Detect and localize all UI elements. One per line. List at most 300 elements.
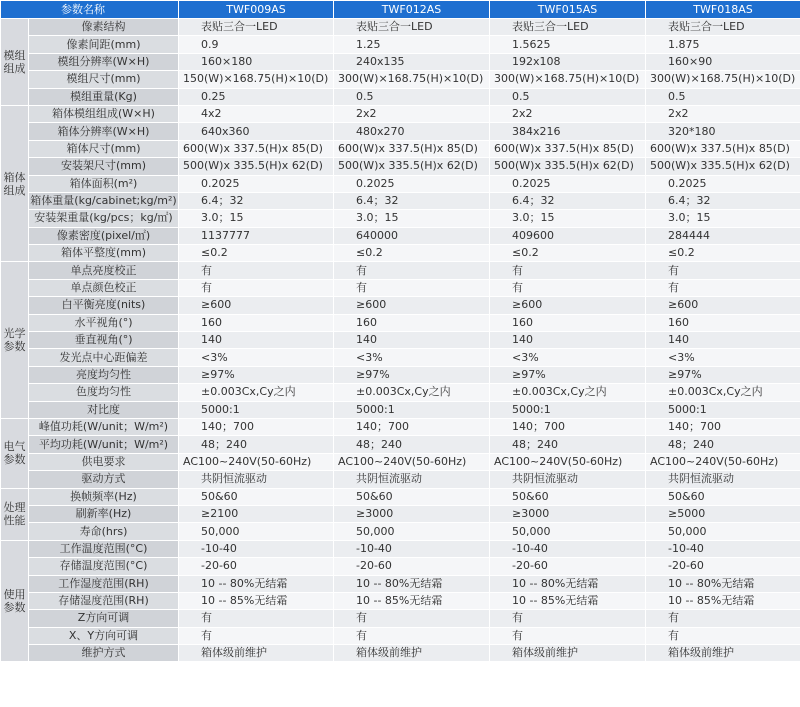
cell-value: [334, 262, 490, 279]
cell-value: [334, 279, 490, 296]
cell-value: [179, 105, 334, 122]
cell-text: 2x2: [356, 107, 377, 121]
row-label: 垂直视角(°): [29, 332, 179, 349]
cell-text: 160: [201, 315, 222, 329]
cell-text: 0.5: [356, 89, 374, 103]
cell-value: [646, 384, 800, 401]
cell-value: [334, 210, 490, 227]
row-label: 箱体面积(m²): [29, 175, 179, 192]
cell-value: [646, 332, 800, 349]
cell-value: [646, 627, 800, 644]
cell-text: 有: [356, 263, 367, 277]
cell-text: 50,000: [201, 524, 240, 538]
spec-row: [1, 645, 800, 662]
cell-value: [646, 505, 800, 522]
cell-text: 3.0；15: [356, 211, 399, 225]
cell-value: [490, 140, 646, 157]
cell-value: [646, 123, 800, 140]
cell-text: 140: [668, 333, 689, 347]
cell-value: [490, 158, 646, 175]
cell-text: 640x360: [201, 124, 250, 138]
cell-value: [179, 227, 334, 244]
cell-text: 表贴三合一LED: [668, 20, 745, 34]
cell-value: [179, 71, 334, 88]
cell-value: [646, 645, 800, 662]
cell-text: 5000:1: [668, 402, 707, 416]
cell-text: ≥97%: [668, 368, 702, 381]
group-label: 箱体组成: [1, 105, 29, 262]
row-label: Z方向可调: [29, 610, 179, 627]
cell-value: [334, 88, 490, 105]
cell-value: [179, 436, 334, 453]
cell-text: 284444: [668, 228, 710, 242]
cell-value: [179, 645, 334, 662]
row-label: 箱体分辨率(W×H): [29, 123, 179, 140]
row-label: 工作温度范围(°C): [29, 540, 179, 557]
cell-text: 240x135: [356, 54, 405, 68]
cell-value: [646, 610, 800, 627]
cell-text: 3.0；15: [201, 211, 244, 225]
cell-value: [490, 349, 646, 366]
cell-value: [490, 279, 646, 296]
spec-row: [1, 123, 800, 140]
cell-text: 50,000: [512, 524, 551, 538]
cell-text: 表贴三合一LED: [512, 20, 589, 34]
cell-text: 有: [512, 263, 523, 277]
header-row: [1, 1, 800, 19]
cell-text: AC100~240V(50-60Hz): [183, 454, 312, 468]
row-label: 模组分辨率(W×H): [29, 53, 179, 70]
cell-text: -20-60: [512, 559, 548, 573]
cell-text: 10 -- 85%无结霜: [356, 594, 443, 608]
cell-text: ≤0.2: [356, 246, 383, 260]
cell-value: [179, 53, 334, 70]
cell-value: [646, 19, 800, 36]
cell-value: [179, 592, 334, 609]
cell-text: 500(W)x 335.5(H)x 62(D): [494, 159, 634, 173]
cell-value: [334, 314, 490, 331]
cell-value: [334, 332, 490, 349]
cell-text: 箱体级前维护: [201, 646, 267, 660]
cell-value: [334, 488, 490, 505]
cell-text: 有: [201, 281, 212, 295]
cell-value: [490, 297, 646, 314]
cell-value: [646, 540, 800, 557]
cell-value: [646, 418, 800, 435]
cell-text: 有: [668, 281, 679, 295]
cell-text: 500(W)x 335.5(H)x 62(D): [183, 159, 323, 173]
cell-value: [490, 314, 646, 331]
cell-value: [179, 488, 334, 505]
cell-text: ≥3000: [356, 507, 394, 521]
header-model-4: TWF018AS: [646, 1, 800, 19]
cell-text: 600(W)x 337.5(H)x 85(D): [650, 141, 790, 155]
row-label: 存储湿度范围(RH): [29, 592, 179, 609]
cell-text: 0.2025: [512, 176, 551, 190]
cell-text: 300(W)×168.75(H)×10(D): [338, 72, 484, 86]
row-label: 模组尺寸(mm): [29, 71, 179, 88]
cell-value: [490, 123, 646, 140]
cell-value: [179, 453, 334, 470]
cell-value: [646, 88, 800, 105]
row-label: 单点亮度校正: [29, 262, 179, 279]
cell-text: -10-40: [201, 541, 237, 555]
cell-value: [646, 192, 800, 209]
cell-text: 409600: [512, 228, 554, 242]
cell-text: 0.5: [668, 89, 686, 103]
spec-row: [1, 227, 800, 244]
cell-text: 50,000: [668, 524, 707, 538]
spec-row: [1, 453, 800, 470]
row-label: X、Y方向可调: [29, 627, 179, 644]
cell-text: 140；700: [512, 420, 565, 434]
cell-value: [490, 558, 646, 575]
cell-text: 48；240: [201, 437, 247, 451]
cell-value: [334, 401, 490, 418]
cell-text: 箱体级前维护: [356, 646, 422, 660]
cell-value: [334, 297, 490, 314]
cell-text: 6.4；32: [668, 194, 711, 208]
cell-text: <3%: [356, 350, 383, 364]
row-label: 换帧频率(Hz): [29, 488, 179, 505]
cell-value: [334, 71, 490, 88]
cell-value: [334, 158, 490, 175]
row-label: 安装架尺寸(mm): [29, 158, 179, 175]
cell-value: [334, 105, 490, 122]
cell-text: 箱体级前维护: [668, 646, 734, 660]
cell-value: [490, 262, 646, 279]
cell-value: [490, 418, 646, 435]
cell-value: [490, 505, 646, 522]
cell-text: 160: [356, 315, 377, 329]
cell-value: [490, 488, 646, 505]
spec-row: [1, 488, 800, 505]
cell-value: [334, 592, 490, 609]
group-label: 模组组成: [1, 19, 29, 106]
cell-text: 4x2: [201, 107, 222, 121]
cell-text: 有: [201, 628, 212, 642]
row-label: 色度均匀性: [29, 384, 179, 401]
cell-value: [490, 401, 646, 418]
cell-value: [490, 453, 646, 470]
cell-text: 箱体级前维护: [512, 646, 578, 660]
cell-value: [334, 453, 490, 470]
cell-value: [334, 418, 490, 435]
cell-text: 10 -- 85%无结霜: [201, 594, 288, 608]
cell-value: [646, 140, 800, 157]
cell-text: 160×90: [668, 54, 713, 68]
spec-row: [1, 192, 800, 209]
cell-text: ≥97%: [512, 368, 546, 381]
cell-value: [179, 262, 334, 279]
cell-value: [334, 540, 490, 557]
row-label: 平均功耗(W/unit；W/m²): [29, 436, 179, 453]
cell-text: 10 -- 80%无结霜: [668, 576, 755, 590]
cell-value: [179, 349, 334, 366]
cell-text: 1137777: [201, 228, 250, 242]
cell-value: [646, 175, 800, 192]
cell-value: [179, 505, 334, 522]
cell-value: [490, 245, 646, 262]
row-label: 单点颜色校正: [29, 279, 179, 296]
cell-text: 10 -- 80%无结霜: [356, 576, 443, 590]
row-label: 像素间距(mm): [29, 36, 179, 53]
cell-text: 表贴三合一LED: [201, 20, 278, 34]
cell-text: <3%: [512, 350, 539, 364]
cell-value: [490, 436, 646, 453]
spec-row: [1, 349, 800, 366]
cell-text: 10 -- 80%无结霜: [512, 576, 599, 590]
cell-text: 有: [512, 281, 523, 295]
cell-value: [490, 366, 646, 383]
spec-row: [1, 105, 800, 122]
cell-value: [646, 53, 800, 70]
cell-text: 140: [356, 333, 377, 347]
cell-text: ≥2100: [201, 507, 239, 521]
cell-text: 共阴恒流驱动: [512, 472, 578, 486]
spec-row: [1, 158, 800, 175]
cell-text: 有: [356, 611, 367, 625]
cell-text: ±0.003Cx,Cy之内: [201, 385, 296, 399]
cell-value: [179, 575, 334, 592]
cell-value: [646, 471, 800, 488]
cell-value: [334, 349, 490, 366]
cell-value: [334, 471, 490, 488]
cell-text: 480x270: [356, 124, 405, 138]
cell-text: 6.4；32: [201, 194, 244, 208]
cell-value: [646, 436, 800, 453]
cell-text: 3.0；15: [668, 211, 711, 225]
cell-text: 600(W)x 337.5(H)x 85(D): [494, 141, 634, 155]
cell-text: ≤0.2: [668, 246, 695, 260]
spec-row: [1, 558, 800, 575]
spec-row: [1, 71, 800, 88]
cell-value: [334, 123, 490, 140]
cell-text: ≤0.2: [512, 246, 539, 260]
cell-value: [179, 314, 334, 331]
spec-row: [1, 245, 800, 262]
cell-text: 有: [356, 628, 367, 642]
cell-value: [646, 349, 800, 366]
cell-text: 160×180: [201, 54, 253, 68]
spec-row: [1, 19, 800, 36]
cell-value: [490, 332, 646, 349]
cell-text: 300(W)×168.75(H)×10(D): [650, 72, 796, 86]
cell-value: [646, 558, 800, 575]
spec-row: [1, 418, 800, 435]
cell-text: 50&60: [201, 489, 238, 503]
cell-value: [179, 210, 334, 227]
spec-row: [1, 314, 800, 331]
cell-value: [334, 227, 490, 244]
cell-text: ≥3000: [512, 507, 550, 521]
cell-value: [646, 575, 800, 592]
cell-text: ≥97%: [201, 368, 235, 381]
cell-value: [490, 88, 646, 105]
cell-value: [334, 575, 490, 592]
spec-row: [1, 262, 800, 279]
cell-text: 共阴恒流驱动: [356, 472, 422, 486]
cell-text: 有: [512, 611, 523, 625]
spec-row: [1, 332, 800, 349]
cell-text: 10 -- 80%无结霜: [201, 576, 288, 590]
cell-text: 0.2025: [201, 176, 240, 190]
spec-row: [1, 384, 800, 401]
cell-text: 160: [668, 315, 689, 329]
cell-value: [179, 471, 334, 488]
cell-value: [646, 366, 800, 383]
cell-value: [490, 227, 646, 244]
spec-row: [1, 175, 800, 192]
cell-value: [490, 471, 646, 488]
cell-value: [334, 523, 490, 540]
spec-row: [1, 210, 800, 227]
cell-value: [334, 645, 490, 662]
row-label: 安装架重量(kg/pcs；kg/㎡): [29, 210, 179, 227]
cell-text: 1.25: [356, 37, 381, 51]
cell-value: [179, 36, 334, 53]
cell-text: <3%: [201, 350, 228, 364]
row-label: 白平衡亮度(nits): [29, 297, 179, 314]
cell-text: -10-40: [512, 541, 548, 555]
cell-text: 48；240: [512, 437, 558, 451]
cell-value: [646, 314, 800, 331]
cell-value: [179, 558, 334, 575]
cell-text: 有: [201, 611, 212, 625]
cell-value: [179, 192, 334, 209]
cell-text: -20-60: [356, 559, 392, 573]
cell-text: 有: [668, 611, 679, 625]
cell-value: [490, 210, 646, 227]
spec-row: [1, 36, 800, 53]
cell-text: -10-40: [668, 541, 704, 555]
spec-row: [1, 540, 800, 557]
cell-value: [646, 262, 800, 279]
cell-value: [646, 105, 800, 122]
cell-value: [646, 453, 800, 470]
row-label: 驱动方式: [29, 471, 179, 488]
cell-text: 192x108: [512, 54, 561, 68]
spec-row: [1, 523, 800, 540]
cell-text: 150(W)×168.75(H)×10(D): [183, 72, 329, 86]
row-label: 峰值功耗(W/unit；W/m²): [29, 418, 179, 435]
cell-value: [646, 210, 800, 227]
cell-value: [179, 523, 334, 540]
cell-text: AC100~240V(50-60Hz): [650, 454, 779, 468]
row-label: 箱体重量(kg/cabinet;kg/m²): [29, 192, 179, 209]
cell-value: [490, 645, 646, 662]
cell-value: [334, 558, 490, 575]
cell-value: [490, 36, 646, 53]
row-label: 刷新率(Hz): [29, 505, 179, 522]
cell-text: 300(W)×168.75(H)×10(D): [494, 72, 640, 86]
spec-row: [1, 88, 800, 105]
cell-value: [334, 192, 490, 209]
cell-text: ±0.003Cx,Cy之内: [356, 385, 451, 399]
cell-text: 140；700: [201, 420, 254, 434]
cell-value: [179, 366, 334, 383]
cell-text: 0.9: [201, 37, 219, 51]
spec-row: [1, 505, 800, 522]
cell-value: [334, 505, 490, 522]
cell-value: [646, 401, 800, 418]
header-model-3: TWF015AS: [490, 1, 646, 19]
cell-value: [490, 192, 646, 209]
row-label: 寿命(hrs): [29, 523, 179, 540]
cell-text: 500(W)x 335.5(H)x 62(D): [338, 159, 478, 173]
cell-value: [490, 540, 646, 557]
cell-value: [334, 610, 490, 627]
cell-text: 6.4；32: [512, 194, 555, 208]
cell-text: ≥600: [512, 298, 543, 312]
cell-text: 10 -- 85%无结霜: [512, 594, 599, 608]
cell-text: -10-40: [356, 541, 392, 555]
cell-value: [334, 19, 490, 36]
cell-value: [179, 384, 334, 401]
cell-value: [490, 53, 646, 70]
cell-text: 6.4；32: [356, 194, 399, 208]
header-param: 参数名称: [1, 1, 179, 19]
cell-value: [179, 401, 334, 418]
row-label: 发光点中心距偏差: [29, 349, 179, 366]
cell-text: 140: [201, 333, 222, 347]
cell-text: 384x216: [512, 124, 561, 138]
cell-value: [179, 140, 334, 157]
cell-text: 600(W)x 337.5(H)x 85(D): [183, 141, 323, 155]
cell-text: <3%: [668, 350, 695, 364]
cell-value: [646, 592, 800, 609]
row-label: 工作湿度范围(RH): [29, 575, 179, 592]
row-label: 像素结构: [29, 19, 179, 36]
group-label: 光学参数: [1, 262, 29, 419]
group-label: 使用参数: [1, 540, 29, 662]
spec-row: [1, 140, 800, 157]
cell-text: 50&60: [356, 489, 393, 503]
cell-text: 140；700: [668, 420, 721, 434]
cell-value: [646, 158, 800, 175]
group-label: 处理性能: [1, 488, 29, 540]
cell-value: [334, 627, 490, 644]
cell-text: 10 -- 85%无结霜: [668, 594, 755, 608]
cell-value: [490, 575, 646, 592]
cell-text: 140: [512, 333, 533, 347]
cell-value: [179, 19, 334, 36]
cell-text: 0.25: [201, 89, 226, 103]
cell-value: [334, 245, 490, 262]
spec-row: [1, 471, 800, 488]
cell-value: [490, 175, 646, 192]
cell-text: -20-60: [201, 559, 237, 573]
cell-value: [179, 540, 334, 557]
cell-value: [490, 19, 646, 36]
cell-value: [490, 627, 646, 644]
cell-text: ≥600: [668, 298, 699, 312]
cell-value: [179, 123, 334, 140]
header-model-2: TWF012AS: [334, 1, 490, 19]
cell-value: [646, 297, 800, 314]
row-label: 箱体平整度(mm): [29, 245, 179, 262]
cell-value: [179, 332, 334, 349]
cell-text: 48；240: [668, 437, 714, 451]
row-label: 像素密度(pixel/㎡): [29, 227, 179, 244]
cell-value: [490, 523, 646, 540]
row-label: 模组重量(Kg): [29, 88, 179, 105]
cell-text: 2x2: [512, 107, 533, 121]
cell-value: [490, 384, 646, 401]
spec-row: [1, 592, 800, 609]
cell-text: 有: [668, 628, 679, 642]
row-label: 箱体尺寸(mm): [29, 140, 179, 157]
